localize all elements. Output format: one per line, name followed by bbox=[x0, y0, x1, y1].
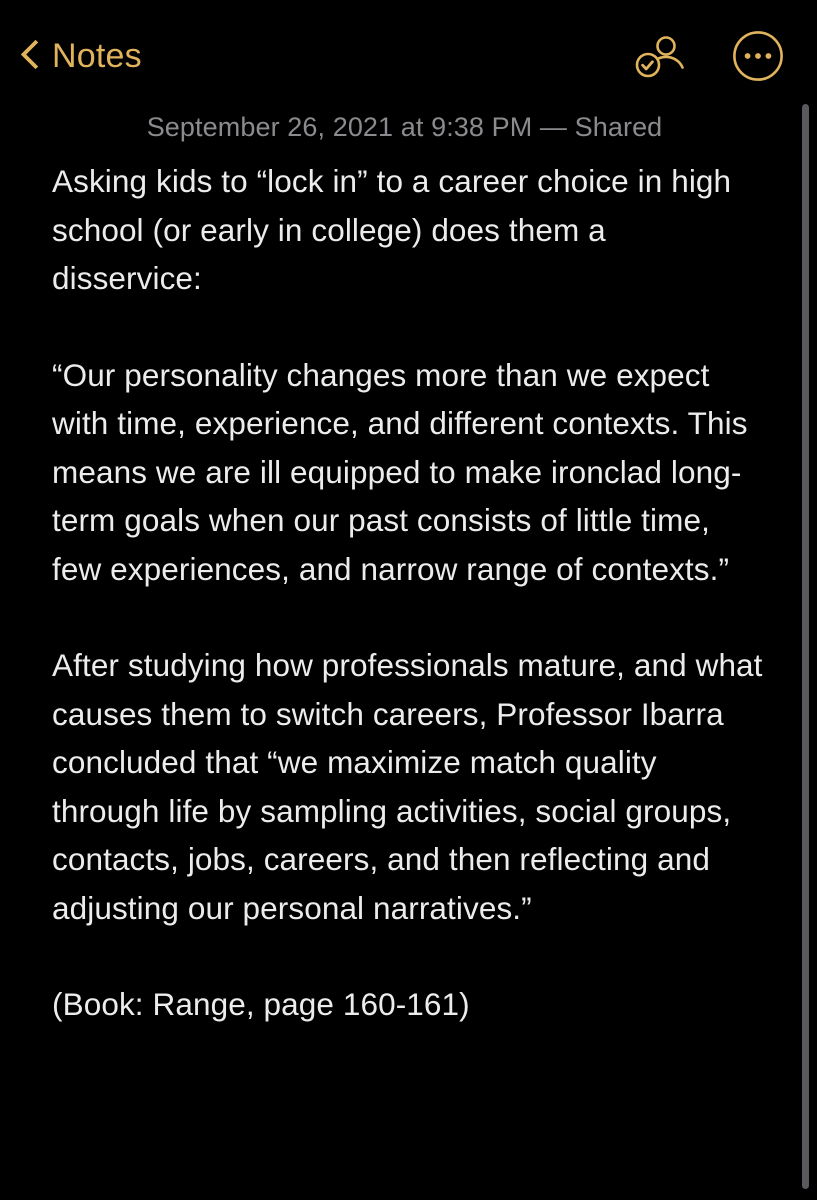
paragraph-spacer bbox=[52, 932, 763, 980]
paragraph-spacer bbox=[52, 303, 763, 351]
note-date-label: September 26, 2021 at 9:38 PM — Shared bbox=[146, 112, 663, 142]
navbar-actions bbox=[633, 29, 791, 83]
navigation-bar bbox=[0, 0, 817, 112]
more-options-icon[interactable] bbox=[731, 29, 785, 83]
note-paragraph: Asking kids to “lock in” to a career choice in high school (or early in college) does them a disservice: bbox=[52, 163, 732, 296]
note-paragraph: “Our personality changes more than we expect with time, experience, and different contexts. This means we are ill equipped to make ironclad long-term goals when our past consists of little time, few experiences, and narrow range of contexts.” bbox=[52, 356, 748, 587]
note-text-body[interactable] bbox=[52, 157, 763, 1029]
shared-person-icon[interactable] bbox=[633, 29, 687, 83]
back-button-label: Notes bbox=[52, 36, 142, 75]
vertical-scrollbar[interactable] bbox=[802, 104, 809, 1189]
scrollbar-thumb[interactable] bbox=[802, 104, 809, 1189]
chevron-left-icon bbox=[18, 36, 44, 76]
back-to-notes-button[interactable] bbox=[18, 36, 142, 76]
note-paragraph: After studying how professionals mature, and what causes them to switch careers, Professor Ibarra concluded that “we maximize match quality through life by sampling activities, social groups, contacts, jobs, careers, and then reflecting and adjusting our personal narratives.” bbox=[52, 647, 763, 926]
paragraph-spacer bbox=[52, 593, 763, 641]
note-content-area[interactable] bbox=[0, 112, 817, 1200]
note-paragraph: (Book: Range, page 160-161) bbox=[52, 986, 470, 1022]
